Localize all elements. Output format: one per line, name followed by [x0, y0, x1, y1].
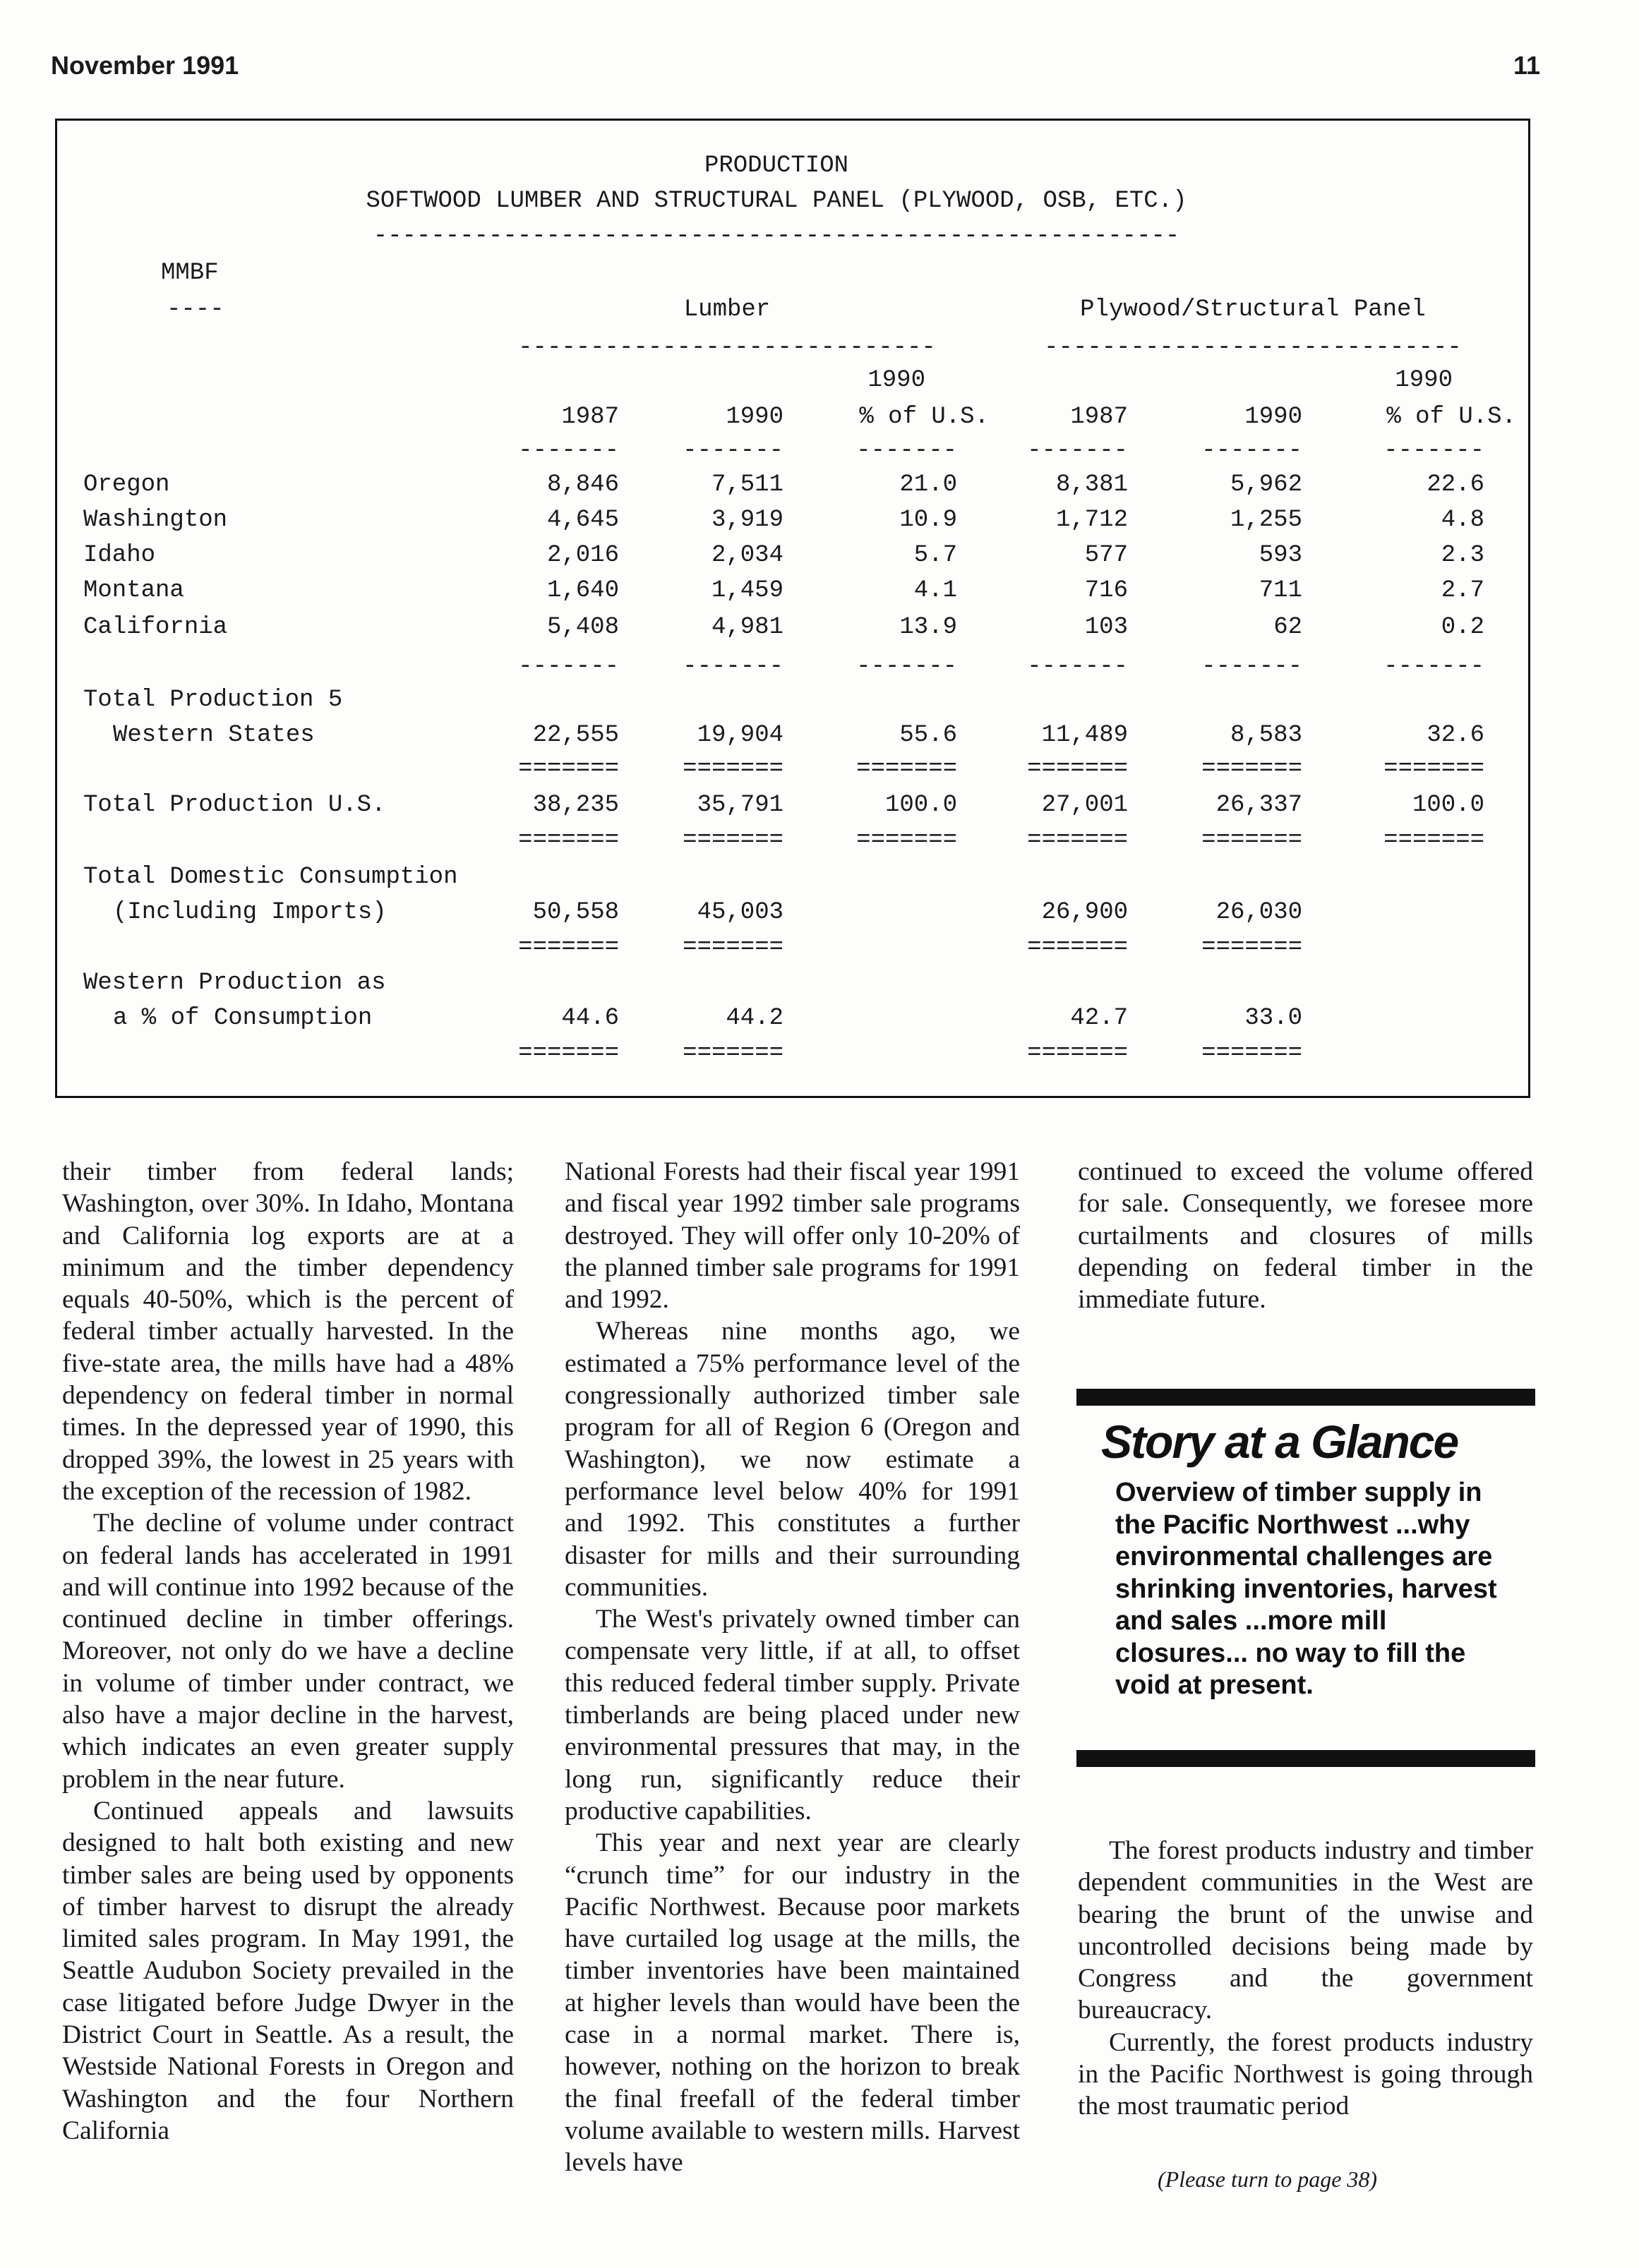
- double-rule: =======: [1383, 756, 1484, 783]
- table-cell: 19,904: [697, 722, 784, 749]
- group-lumber-rule: -----------------------------: [518, 334, 936, 361]
- table-cell: 26,030: [1215, 899, 1302, 926]
- column-header: 1990: [726, 404, 784, 430]
- table-cell: 35,791: [697, 792, 784, 819]
- table-cell: 42.7: [1070, 1005, 1128, 1032]
- double-rule: =======: [1027, 827, 1128, 854]
- column-header-year: 1990: [867, 367, 925, 394]
- table-cell: 2,034: [711, 542, 784, 569]
- double-rule: =======: [683, 1040, 784, 1067]
- production-table-box: [55, 119, 1530, 1098]
- table-cell: 711: [1259, 577, 1302, 604]
- table-title: PRODUCTION: [704, 152, 849, 179]
- row-label: Western States: [113, 722, 315, 749]
- double-rule: =======: [1201, 1040, 1302, 1067]
- column-header: 1987: [561, 404, 619, 430]
- table-cell: 50,558: [532, 899, 619, 926]
- table-cell: 2,016: [546, 542, 619, 569]
- table-cell: 5,408: [546, 614, 619, 641]
- paragraph: Whereas nine months ago, we estimated a 75% performance level of the congressionally authorized timber sale program for all of Region 6 (Oregon and Washington), we now estimate a performance level below 40% for 1991 and 1992. This constitutes a further disaster for mills and their surrounding communities.: [565, 1317, 1020, 1602]
- table-cell: 716: [1084, 577, 1128, 604]
- double-rule: =======: [856, 756, 957, 783]
- column-rule: -------: [1201, 438, 1302, 464]
- table-cell: 577: [1084, 542, 1128, 569]
- table-cell: 62: [1273, 614, 1302, 641]
- article-column-1: [62, 1156, 514, 2147]
- double-rule: =======: [1201, 827, 1302, 854]
- table-cell: 100.0: [1412, 792, 1484, 819]
- row-label: Washington: [83, 507, 228, 533]
- table-cell: 27,001: [1041, 792, 1128, 819]
- paragraph: The West's privately owned timber can compensate very little, if at all, to offset this reduced federal timber supply. Private timberlands are being placed under new environmental pressures that may, in the long run, significantly reduce their productive capabilities.: [565, 1605, 1020, 1826]
- column-rule: -------: [683, 653, 784, 680]
- double-rule: =======: [518, 1040, 619, 1067]
- row-label: Total Domestic Consumption: [83, 864, 458, 891]
- row-label: Montana: [83, 577, 184, 604]
- table-cell: 3,919: [711, 507, 784, 533]
- row-label: Total Production U.S.: [83, 792, 386, 819]
- column-rule: -------: [856, 653, 957, 680]
- column-rule: -------: [1027, 438, 1128, 464]
- paragraph: their timber from federal lands; Washington, over 30%. In Idaho, Montana and California log exports are at a minimum and the timber dependency equals 40-50%, which is the percent of federal timber actually harvested. In the five-state area, the mills have had a 48% dependency on federal timber in normal times. In the depressed year of 1990, this dropped 39%, the lowest in 25 years with the exception of the recession of 1982.: [62, 1157, 514, 1506]
- group-lumber-header: Lumber: [683, 296, 771, 323]
- column-rule: -------: [1201, 653, 1302, 680]
- table-cell: 13.9: [899, 614, 957, 641]
- column-header: % of U.S.: [859, 404, 989, 430]
- table-cell: 2.3: [1441, 542, 1484, 569]
- table-cell: 44.2: [726, 1005, 784, 1032]
- double-rule: =======: [1201, 934, 1302, 961]
- table-cell: 4.1: [913, 577, 957, 604]
- column-rule: -------: [518, 438, 619, 464]
- double-rule: =======: [1027, 756, 1128, 783]
- table-unit-rule: ----: [167, 296, 224, 323]
- table-cell: 5,962: [1230, 471, 1302, 498]
- row-label: Western Production as: [83, 970, 386, 996]
- page-number: 11: [1513, 51, 1540, 80]
- table-subtitle: SOFTWOOD LUMBER AND STRUCTURAL PANEL (PLYWOOD, OSB, ETC.): [366, 188, 1187, 215]
- page-date: November 1991: [51, 51, 239, 80]
- sidebar-body: Overview of timber supply in the Pacific Northwest ...why environmental challenges are shrinking inventories, harvest and sales ...more mill closures... no way to fill the void at present.: [1115, 1478, 1497, 1700]
- table-cell: 4,981: [711, 614, 784, 641]
- table-unit: MMBF: [161, 260, 219, 286]
- table-cell: 22,555: [532, 722, 619, 749]
- table-cell: 103: [1084, 614, 1128, 641]
- table-cell: 4.8: [1441, 507, 1484, 533]
- double-rule: =======: [518, 827, 619, 854]
- column-header: 1990: [1244, 404, 1302, 430]
- table-cell: 21.0: [899, 471, 957, 498]
- row-label: (Including Imports): [113, 899, 387, 926]
- paragraph: The forest products industry and timber dependent communities in the West are bearing the brunt of the unwise and uncontrolled decisions being made by Congress and the government bureaucracy.: [1078, 1836, 1533, 2025]
- table-cell: 4,645: [546, 507, 619, 533]
- double-rule: =======: [1027, 1040, 1128, 1067]
- table-cell: 2.7: [1441, 577, 1484, 604]
- double-rule: =======: [518, 934, 619, 961]
- table-cell: 0.2: [1441, 614, 1484, 641]
- column-rule: -------: [683, 438, 784, 464]
- double-rule: =======: [856, 827, 957, 854]
- table-cell: 11,489: [1041, 722, 1128, 749]
- table-cell: 1,459: [711, 577, 784, 604]
- column-header-year: 1990: [1395, 367, 1453, 394]
- article-column-3-bottom: [1078, 1835, 1533, 2123]
- column-header: % of U.S.: [1386, 404, 1516, 430]
- row-label: Idaho: [83, 542, 156, 569]
- table-cell: 26,337: [1215, 792, 1302, 819]
- row-label: Total Production 5: [83, 687, 343, 713]
- paragraph: Currently, the forest products industry in the Pacific Northwest is going through the most traumatic period: [1078, 2027, 1533, 2121]
- continued-note: (Please turn to page 38): [1158, 2166, 1378, 2192]
- table-cell: 8,846: [546, 471, 619, 498]
- table-cell: 22.6: [1427, 471, 1484, 498]
- sidebar-title: Story at a Glance: [1101, 1416, 1458, 1468]
- table-cell: 1,255: [1230, 507, 1302, 533]
- double-rule: =======: [683, 827, 784, 854]
- row-label: Oregon: [83, 471, 170, 498]
- table-cell: 45,003: [697, 899, 784, 926]
- double-rule: =======: [683, 934, 784, 961]
- paragraph: This year and next year are clearly “crunch time” for our industry in the Pacific Northwest. Because poor markets have curtailed log usage at the mills, the timber inventories have been maintained at higher levels than would have been the case in a normal market. There is, however, nothing on the horizon to break the final freefall of the federal timber volume available to western mills. Harvest levels have: [565, 1828, 1020, 2178]
- table-cell: 100.0: [884, 792, 957, 819]
- table-cell: 33.0: [1244, 1005, 1302, 1032]
- double-rule: =======: [518, 756, 619, 783]
- paragraph: continued to exceed the volume offered for sale. Consequently, we foresee more curtailments and closures of mills depending on federal timber in the immediate future.: [1078, 1157, 1533, 1315]
- article-column-3-top: [1078, 1156, 1533, 1315]
- table-cell: 8,583: [1230, 722, 1302, 749]
- table-cell: 7,511: [711, 471, 784, 498]
- column-header: 1987: [1070, 404, 1128, 430]
- double-rule: =======: [683, 756, 784, 783]
- article-column-2: [565, 1156, 1020, 2179]
- group-panel-rule: -----------------------------: [1044, 334, 1462, 361]
- paragraph: The decline of volume under contract on federal lands has accelerated in 1991 and will continue into 1992 because of the continued decline in timber offerings. Moreover, not only do we have a decline in volume of timber under contract, we also have a major decline in the harvest, which indicates an even greater supply problem in the near future.: [62, 1509, 514, 1794]
- paragraph: National Forests had their fiscal year 1991 and fiscal year 1992 timber sale programs destroyed. They will offer only 10-20% of the planned timber sale programs for 1991 and 1992.: [565, 1157, 1020, 1315]
- table-cell: 1,712: [1055, 507, 1128, 533]
- table-cell: 26,900: [1041, 899, 1128, 926]
- paragraph: Continued appeals and lawsuits designed to halt both existing and new timber sales are being used by opponents of timber harvest to disrupt the already limited sales program. In May 1991, the Seattle Audubon Society prevailed in the case litigated before Judge Dwyer in the District Court in Seattle. As a result, the Westside National Forests in Oregon and Washington and the four Northern California: [62, 1796, 514, 2145]
- sidebar-top-rule: [1076, 1389, 1535, 1406]
- row-label: a % of Consumption: [113, 1005, 373, 1032]
- column-rule: -------: [1027, 653, 1128, 680]
- column-rule: -------: [518, 653, 619, 680]
- table-cell: 44.6: [561, 1005, 619, 1032]
- table-cell: 5.7: [913, 542, 957, 569]
- table-cell: 10.9: [899, 507, 957, 533]
- column-rule: -------: [856, 438, 957, 464]
- row-label: California: [83, 614, 228, 641]
- table-cell: 38,235: [532, 792, 619, 819]
- group-panel-header: Plywood/Structural Panel: [1080, 296, 1426, 323]
- double-rule: =======: [1027, 934, 1128, 961]
- table-cell: 32.6: [1427, 722, 1484, 749]
- column-rule: -------: [1383, 438, 1484, 464]
- column-rule: -------: [1383, 653, 1484, 680]
- table-cell: 8,381: [1055, 471, 1128, 498]
- table-cell: 55.6: [899, 722, 957, 749]
- table-cell: 1,640: [546, 577, 619, 604]
- table-cell: 593: [1259, 542, 1302, 569]
- double-rule: =======: [1201, 756, 1302, 783]
- sidebar-bottom-rule: [1076, 1750, 1535, 1767]
- table-title-rule: --------------------------------------------------------: [373, 223, 1180, 250]
- double-rule: =======: [1383, 827, 1484, 854]
